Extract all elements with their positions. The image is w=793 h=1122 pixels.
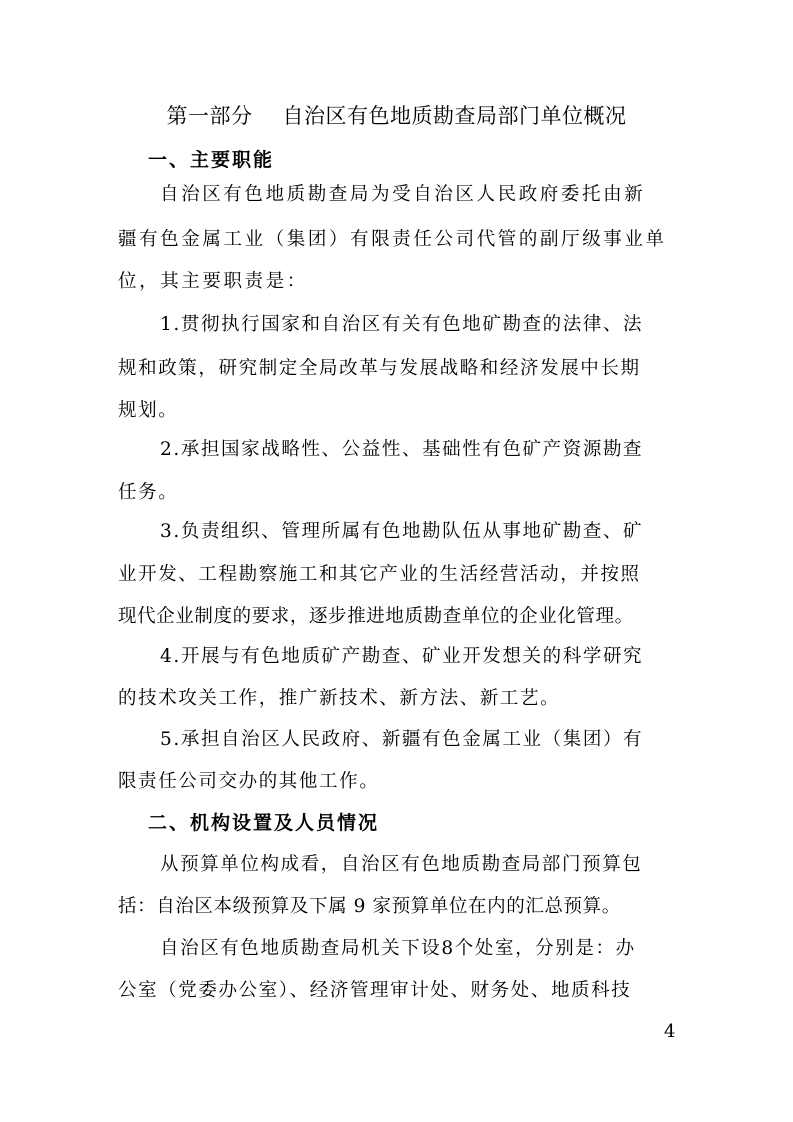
list-item-line: 1.贯彻执行国家和自治区有关有色地矿勘查的法律、法 — [160, 314, 644, 335]
paragraph-line: 位，其主要职责是： — [118, 271, 308, 292]
title-part: 第一部分 — [166, 104, 253, 128]
paragraph-line: 括：自治区本级预算及下属 9 家预算单位在内的汇总预算。 — [118, 896, 621, 917]
list-item-line: 限责任公司交办的其他工作。 — [118, 771, 380, 792]
list-item-line: 规划。 — [118, 400, 179, 421]
paragraph-line: 疆有色金属工业（集团）有限责任公司代管的副厅级事业单 — [118, 229, 667, 250]
list-item-line: 4.开展与有色地质矿产勘查、矿业开发想关的科学研究 — [160, 646, 644, 667]
title-main: 自治区有色地质勘查局部门单位概况 — [282, 104, 627, 128]
list-item-line: 的技术攻关工作，推广新技术、新方法、新工艺。 — [118, 688, 561, 709]
section-heading-organization: 二、机构设置及人员情况 — [148, 812, 380, 834]
paragraph-line: 公室（党委办公室）、经济管理审计处、财务处、地质科技 — [118, 980, 632, 1001]
section-heading-main-functions: 一、主要职能 — [148, 149, 275, 171]
paragraph-line: 自治区有色地质勘查局为受自治区人民政府委托由新 — [160, 184, 646, 205]
list-item-line: 3.负责组织、管理所属有色地勘队伍从事地矿勘查、矿 — [160, 521, 644, 542]
page-title — [0, 100, 793, 132]
list-item-line: 规和政策，研究制定全局改革与发展战略和经济发展中长期 — [118, 358, 641, 379]
paragraph-line: 从预算单位构成看，自治区有色地质勘查局部门预算包 — [160, 854, 643, 875]
list-item-line: 5.承担自治区人民政府、新疆有色金属工业（集团）有 — [160, 729, 644, 750]
list-item-line: 任务。 — [118, 482, 179, 503]
page-number: 4 — [664, 1021, 676, 1042]
list-item-line: 业开发、工程勘察施工和其它产业的生活经营活动，并按照 — [118, 564, 641, 585]
list-item-line: 2.承担国家战略性、公益性、基础性有色矿产资源勘查 — [160, 439, 644, 460]
list-item-line: 现代企业制度的要求，逐步推进地质勘查单位的企业化管理。 — [118, 606, 634, 627]
paragraph-line: 自治区有色地质勘查局机关下设8个处室，分别是：办 — [160, 938, 636, 959]
